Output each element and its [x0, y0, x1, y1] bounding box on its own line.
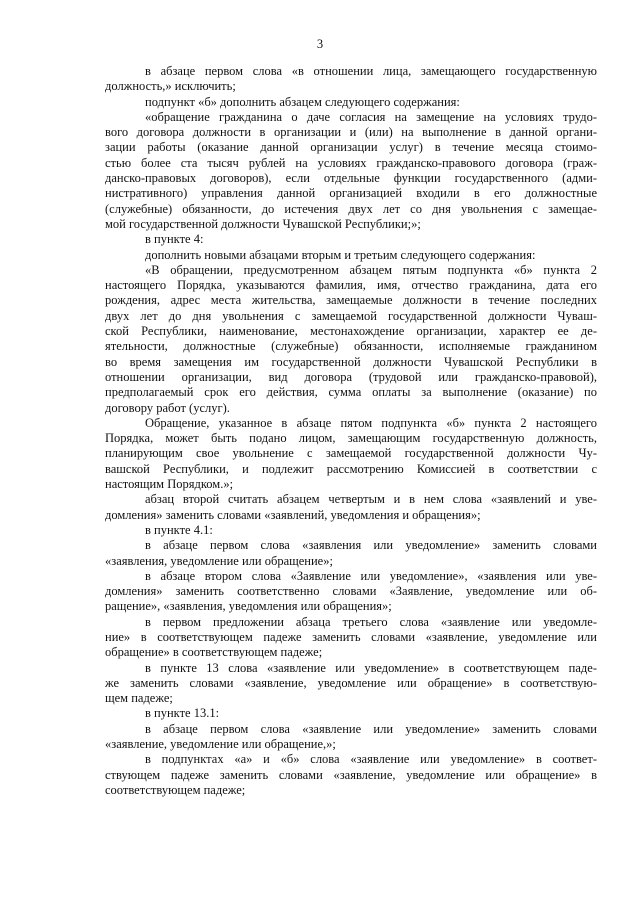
paragraph	[105, 661, 597, 707]
text-line: «обращение гражданина о даче согласия на замещение на условиях трудо-	[145, 109, 597, 124]
text-line: отношении организации, вид договора (трудовой или гражданско-правовой),	[105, 369, 597, 384]
paragraph	[105, 615, 597, 661]
paragraph	[105, 569, 597, 615]
text-line: абзац второй считать абзацем четвертым и в нем слова «заявлений и уве-	[145, 492, 597, 507]
text-line: в пункте 4:	[145, 232, 204, 247]
text-line: должность,» исключить;	[105, 79, 236, 94]
text-line: «заявления, уведомление или обращение»;	[105, 553, 333, 568]
text-line: в пункте 13 слова «заявление или уведомление» в соответствующем паде-	[145, 660, 597, 675]
text-line: в пункте 4.1:	[145, 522, 213, 537]
text-line: Порядка, может быть подано лицом, замещающим государственную должность,	[105, 431, 597, 446]
text-line: нистративного) управления данной организацией входили в его должностные	[105, 186, 597, 201]
paragraph	[105, 523, 597, 538]
text-line: ской Республики, наименование, местонахождение организации, характер ее де-	[105, 324, 597, 339]
paragraph	[105, 706, 597, 721]
text-line: же заменить словами «заявление, уведомление или обращение» в соответствую-	[105, 675, 597, 690]
paragraph	[105, 248, 597, 263]
text-line: настоящего Порядка, указываются фамилия, имя, отчество гражданина, дата его	[105, 278, 597, 293]
text-line: (служебные) обязанности, до истечения двух лет со дня увольнения с замещае-	[105, 201, 597, 216]
page-number: 3	[316, 37, 324, 51]
paragraph	[105, 722, 597, 753]
text-line: домления» заменить соответственно словами «Заявление, уведомление или об-	[105, 584, 597, 599]
text-line: в абзаце первом слова «заявление или уведомление» заменить словами	[145, 721, 597, 736]
text-line: двух лет до дня увольнения с замещаемой государственной должности Чуваш-	[105, 308, 597, 323]
text-line: ращение», «заявления, уведомления или обращения»;	[105, 599, 392, 614]
text-line: в первом предложении абзаца третьего слова «заявление или уведомле-	[145, 614, 597, 629]
text-line: в подпунктах «а» и «б» слова «заявление или уведомление» в соответ-	[145, 752, 597, 767]
text-line: в абзаце первом слова «в отношении лица, замещающего государственную	[145, 64, 597, 78]
text-line: во время замещения им государственной должности Чувашской Республики в	[105, 354, 597, 369]
text-line: данско-правовых договоров), если отдельные функции государственного (адми-	[105, 171, 597, 186]
text-line: рождения, адрес места жительства, замещаемые должности в течение последних	[105, 293, 597, 308]
paragraph	[105, 263, 597, 416]
text-line: ятельности, должностные (служебные) обязанности, исполняемые гражданином	[105, 339, 597, 354]
text-line: в пункте 13.1:	[145, 706, 220, 721]
text-line: ствующем падеже заменить словами «заявление, уведомление или обращение» в	[105, 767, 597, 782]
text-line: вого договора должности в организации и (или) на выполнение в данной органи-	[105, 125, 597, 140]
text-line: предполагаемый срок его действия, сумма оплаты за выполнение (оказание) по	[105, 385, 597, 400]
text-line: Обращение, указанное в абзаце пятом подпункта «б» пункта 2 настоящего	[145, 415, 597, 430]
text-line: мой государственной должности Чувашской Республики;»;	[105, 216, 421, 231]
paragraph	[105, 232, 597, 247]
document-body	[105, 64, 597, 798]
text-line: планирующим свое увольнение с замещаемой государственной должности Чу-	[105, 446, 597, 461]
text-line: в абзаце втором слова «Заявление или уведомление», «заявления или уве-	[145, 568, 597, 583]
text-line: настоящим Порядком.»;	[105, 477, 234, 492]
text-line: дополнить новыми абзацами вторым и третьим следующего содержания:	[145, 247, 536, 262]
text-line: «В обращении, предусмотренном абзацем пятым подпункта «б» пункта 2	[145, 262, 597, 277]
text-line: вашской Республики, и подлежит рассмотрению Комиссией в соответствии с	[105, 461, 597, 476]
paragraph	[105, 752, 597, 798]
paragraph	[105, 416, 597, 492]
text-line: щем падеже;	[105, 691, 173, 706]
text-line: в абзаце первом слова «заявления или уведомление» заменить словами	[145, 538, 597, 553]
paragraph	[105, 110, 597, 232]
text-line: зации работы (оказание данной организации услуг) в течение месяца стоимо-	[105, 140, 597, 155]
text-line: «заявление, уведомление или обращение,»;	[105, 737, 336, 752]
text-line: договору работ (услуг).	[105, 400, 230, 415]
paragraph	[105, 95, 597, 110]
paragraph	[105, 492, 597, 523]
text-line: ние» в соответствующем падеже заменить словами «заявление, уведомление или	[105, 629, 597, 644]
paragraph	[105, 64, 597, 95]
text-line: домления» заменить словами «заявлений, уведомления и обращения»;	[105, 507, 481, 522]
text-line: соответствующем падеже;	[105, 782, 246, 797]
text-line: обращение» в соответствующем падеже;	[105, 645, 323, 660]
text-line: подпункт «б» дополнить абзацем следующего содержания:	[145, 94, 460, 109]
text-line: стью более ста тысяч рублей на условиях гражданско-правового договора (граж-	[105, 155, 597, 170]
paragraph	[105, 538, 597, 569]
